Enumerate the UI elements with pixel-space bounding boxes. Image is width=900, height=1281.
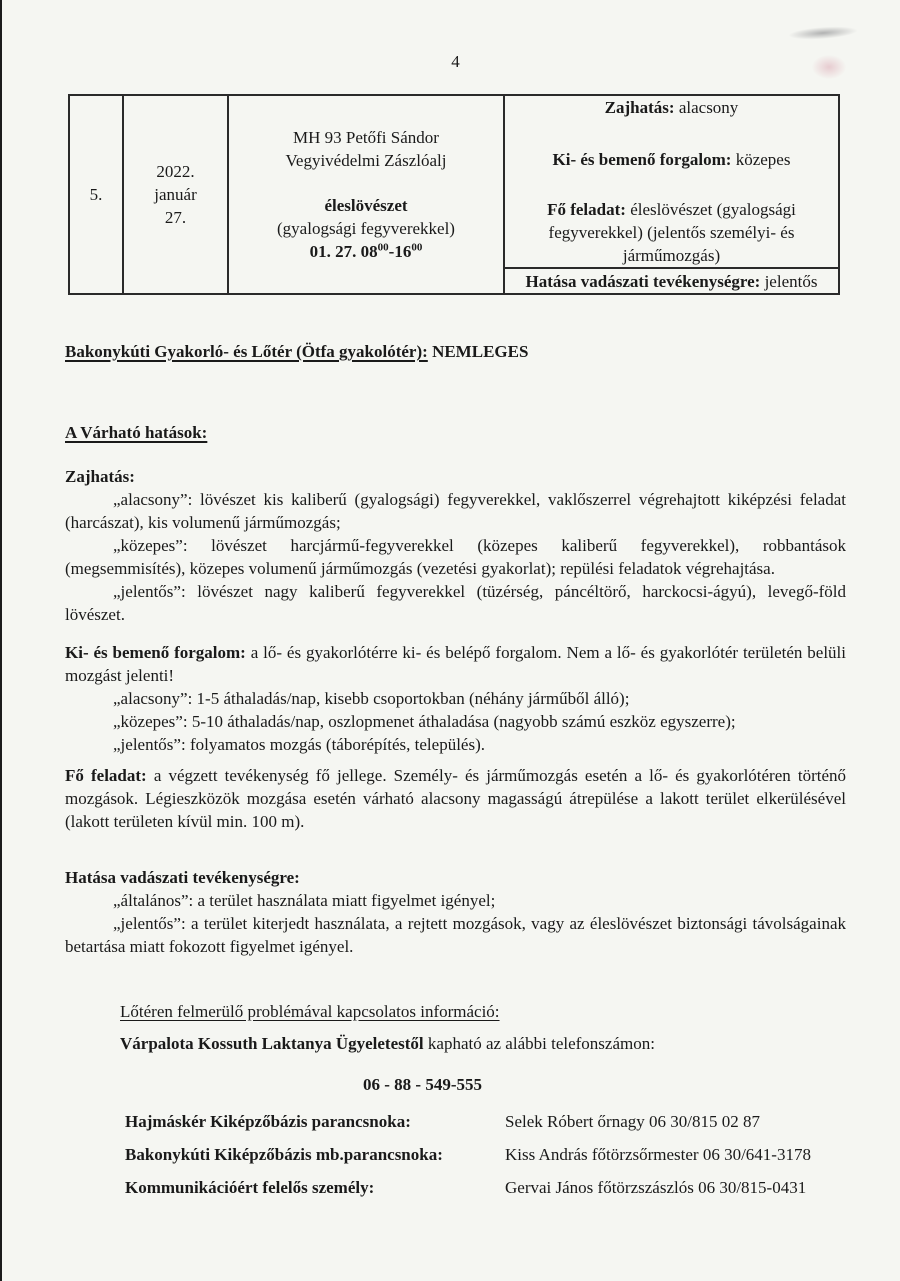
activity-name: éleslövészet: [324, 196, 408, 215]
impact-label: Hatása vadászati tevékenységre:: [525, 271, 761, 291]
contact-value: Kiss András főtörzsőrmester 06 30/641-3178: [505, 1145, 811, 1164]
traffic-line: [505, 148, 838, 171]
activity-detail: (gyalogsági fegyverekkel): [277, 219, 455, 238]
forgalom-item-kozepes: „közepes”: 5-10 áthaladás/nap, oszlopmenet áthaladása (nagyobb számú eszköz egyszerre);: [113, 712, 736, 731]
date-year: 2022.: [156, 162, 195, 181]
forgalom-item-alacsony: „alacsony”: 1-5 áthaladás/nap, kisebb csoportokban (néhány járműből álló);: [113, 689, 630, 708]
hatasa-item-jelentos: „jelentős”: a terület kiterjedt használata, a rejtett mozgások, vagy az éleslövészet biztonsági távolságainak betartása miatt fokozott figyelmet igényel.: [65, 914, 846, 956]
unit-name-line2: Vegyivédelmi Zászlóalj: [285, 151, 447, 170]
zajhatas-item-jelentos: „jelentős”: lövészet nagy kaliberű fegyverekkel (tüzérség, páncéltörő, harckocsi-ágyú), levegő-föld lövészet.: [65, 582, 846, 624]
zajhatas-item-kozepes: „közepes”: lövészet harcjármű-fegyverekkel (közepes kaliberű fegyverekkel), robbantások (megsemmisítés), közepes volumenű járműmozgás (vezetési gyakorlat); repülési feladatok végrehajtása.: [65, 536, 846, 578]
task-value: éleslövészet (gyalogsági fegyverekkel) (jelentős személyi- és járműmozgás): [548, 200, 796, 265]
duty-office-line: [120, 1032, 846, 1055]
contact-value: Selek Róbert őrnagy 06 30/815 02 87: [505, 1112, 760, 1131]
forgalom-paragraph: [65, 641, 846, 687]
bakonykuti-value: NEMLEGES: [432, 342, 529, 361]
contact-label: Bakonykúti Kiképzőbázis mb.parancsnoka:: [125, 1145, 443, 1164]
time-superscript: 00: [377, 241, 389, 254]
contact-row-hajmasker: [125, 1110, 846, 1133]
contact-label: Hajmáskér Kiképzőbázis parancsnoka:: [125, 1112, 411, 1131]
contact-label: Kommunikációért felelős személy:: [125, 1178, 375, 1197]
task-label: Fő feladat:: [547, 200, 626, 219]
effects-cell: [504, 95, 839, 268]
problem-info-line: Lőtéren felmerülő problémával kapcsolatos információ:: [120, 1002, 500, 1021]
noise-line: [505, 96, 838, 119]
expected-effects-heading: A Várható hatások:: [65, 423, 208, 442]
unit-name-line1: MH 93 Petőfi Sándor: [293, 128, 439, 147]
contacts-list: [65, 1110, 846, 1199]
duty-office-rest: kapható az alábbi telefonszámon:: [427, 1034, 655, 1053]
activity-time: 01. 27. $08^{00}-16^{00}$: [309, 241, 423, 261]
forgalom-text: a lő- és gyakorlótérre ki- és belépő forgalom. Nem a lő- és gyakorlótér területén belüli mozgást jelenti!: [65, 643, 847, 685]
duty-office-name: Várpalota Kossuth Laktanya Ügyeletestől: [120, 1034, 424, 1053]
fo-feladat-paragraph: [65, 764, 846, 833]
bakonykuti-label: Bakonykúti Gyakorló- és Lőtér (Ötfa gyakolótér):: [65, 342, 428, 361]
forgalom-item-jelentos: „jelentős”: folyamatos mozgás (táborépítés, település).: [113, 735, 485, 754]
document-content: [65, 0, 846, 1199]
noise-value: alacsony: [678, 98, 739, 117]
time-superscript: 00: [411, 241, 423, 254]
date-cell: [123, 95, 228, 294]
zajhatas-heading: Zajhatás:: [65, 467, 135, 486]
traffic-label: Ki- és bemenő forgalom:: [552, 150, 732, 169]
phone-number: 06 - 88 - 549-555: [363, 1075, 482, 1094]
impact-value: jelentős: [764, 271, 818, 291]
impact-cell: [504, 268, 839, 294]
forgalom-label: Ki- és bemenő forgalom:: [65, 643, 246, 662]
date-month: január: [154, 185, 197, 204]
contact-row-kommunikacio: [125, 1176, 846, 1199]
activity-cell: [228, 95, 504, 294]
date-day: 27.: [164, 208, 187, 227]
row-number-cell: 5.: [69, 95, 123, 294]
bakonykuti-heading: [65, 340, 846, 363]
contact-value: Gervai János főtörzszászlós 06 30/815-0431: [505, 1178, 807, 1197]
fo-feladat-label: Fő feladat:: [65, 766, 147, 785]
traffic-value: közepes: [735, 150, 791, 169]
zajhatas-item-alacsony: „alacsony”: lövészet kis kaliberű (gyalogsági) fegyverekkel, vaklőszerrel végrehajtott kiképzési feladat (harcászat), kis volumenű járműmozgás;: [65, 490, 846, 532]
hatasa-heading: Hatása vadászati tevékenységre:: [65, 868, 300, 887]
task-line: [505, 198, 838, 267]
noise-label: Zajhatás:: [604, 98, 675, 117]
fo-feladat-text: a végzett tevékenység fő jellege. Személy- és járműmozgás esetén a lő- és gyakorlótéren történő mozgások. Légieszközök mozgása esetén várható alacsony magasságú átrepülése a lakott terület elkerülésével (lakott területen kívül min. 100 m).: [65, 766, 847, 831]
page-number: 4: [451, 52, 460, 71]
contact-row-bakonykuti: [125, 1143, 846, 1166]
scan-edge-line: [0, 0, 2, 1281]
hatasa-item-altalanos: „általános”: a terület használata miatt figyelmet igényel;: [113, 891, 496, 910]
schedule-table: [68, 94, 840, 295]
cell-spacer: [229, 172, 503, 194]
